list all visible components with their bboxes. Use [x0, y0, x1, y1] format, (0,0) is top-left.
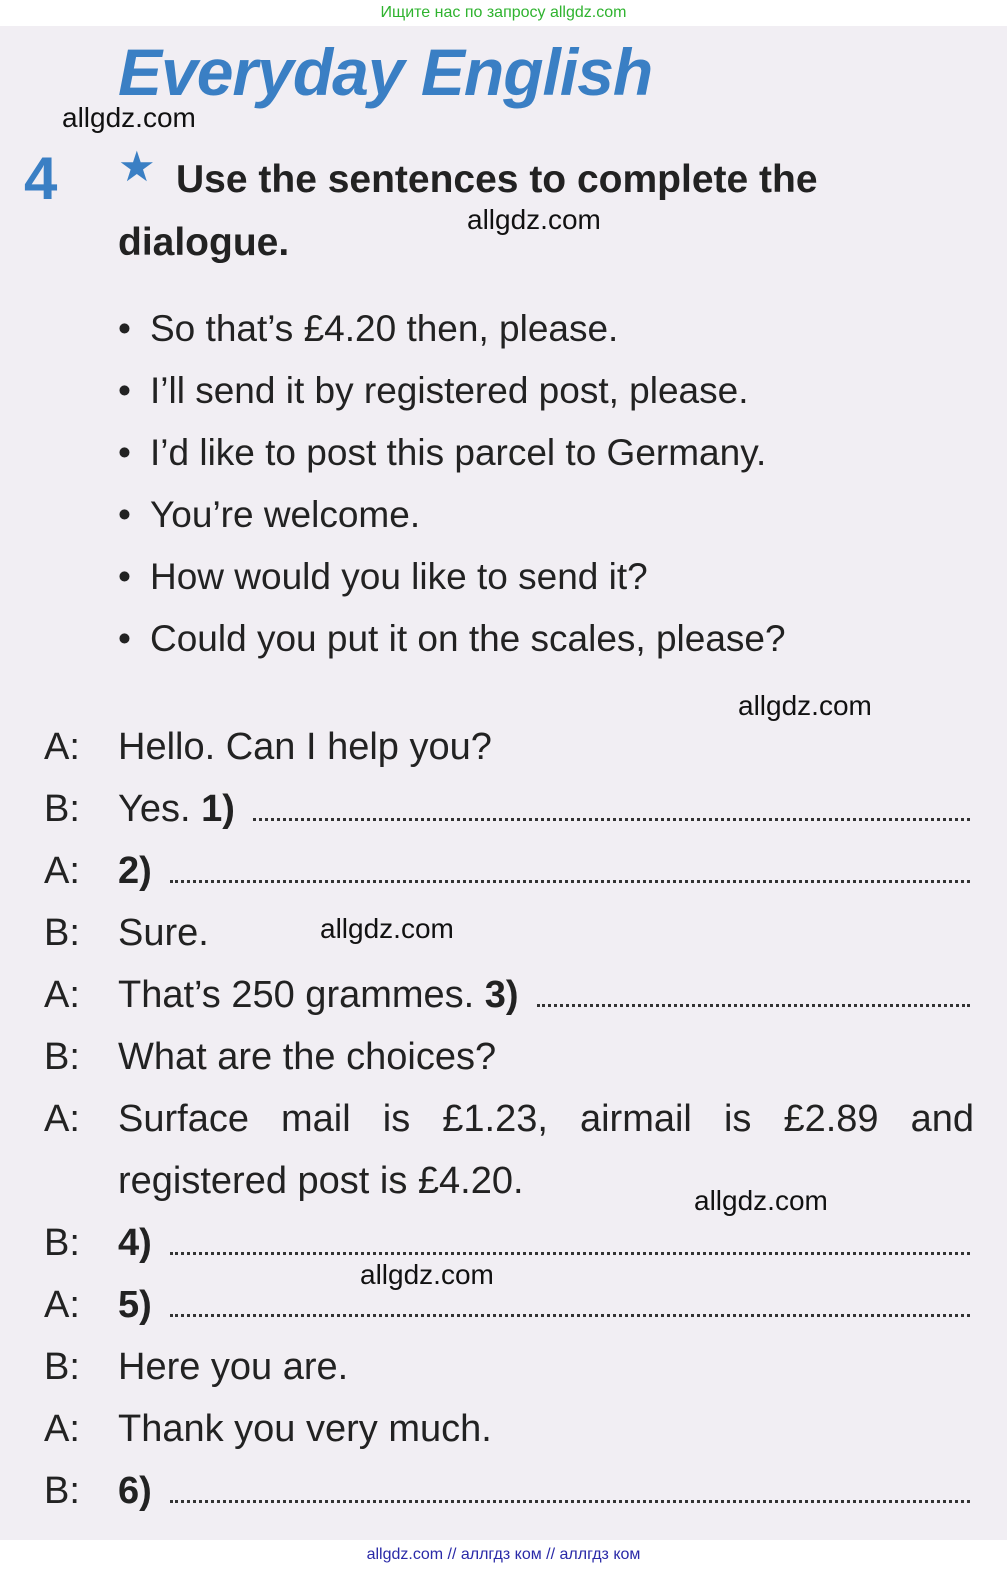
gap-number: 5)	[118, 1284, 152, 1326]
sentence-options	[118, 298, 786, 670]
textbook-page	[0, 26, 1007, 1540]
exercise-instruction: Use the sentences to complete the dialogue.	[118, 158, 818, 264]
dialogue-line	[44, 1398, 974, 1460]
section-heading: Everyday English	[118, 35, 653, 109]
bullet-icon: •	[118, 432, 131, 473]
dialogue-line	[44, 840, 974, 902]
dialogue-line	[44, 964, 974, 1026]
option-item	[118, 422, 786, 484]
speaker-label: B:	[44, 1222, 80, 1264]
dialogue	[44, 716, 974, 1522]
option-text: I’ll send it by registered post, please.	[150, 370, 749, 411]
gap-number: 4)	[118, 1222, 152, 1264]
speaker-label: A:	[44, 850, 80, 892]
bullet-icon: •	[118, 494, 131, 535]
line-text: Here you are.	[118, 1346, 349, 1388]
speaker-label: A:	[44, 974, 80, 1016]
answer-blank[interactable]	[170, 1460, 970, 1503]
speaker-label: B:	[44, 912, 80, 954]
gap-number: 2)	[118, 850, 152, 892]
option-item	[118, 484, 786, 546]
line-text: Hello. Can I help you?	[118, 726, 492, 768]
speaker-label: A:	[44, 1284, 80, 1326]
dialogue-line	[44, 1259, 974, 1336]
star-icon: ★	[118, 143, 156, 190]
speaker-label: B:	[44, 1036, 80, 1078]
option-text: How would you like to send it?	[150, 556, 648, 597]
watermark: allgdz.com	[360, 1259, 494, 1290]
dialogue-line	[44, 716, 974, 778]
option-item	[118, 298, 786, 360]
option-text: Could you put it on the scales, please?	[150, 618, 786, 659]
dialogue-line	[44, 1026, 974, 1088]
watermark: allgdz.com	[467, 204, 601, 235]
option-item	[118, 608, 786, 670]
dialogue-line	[44, 1336, 974, 1398]
line-text: Thank you very much.	[118, 1408, 492, 1450]
line-text: What are the choices?	[118, 1036, 497, 1078]
bullet-icon: •	[118, 556, 131, 597]
option-text: So that’s £4.20 then, please.	[150, 308, 619, 349]
watermark: allgdz.com	[320, 913, 454, 944]
line-text: Yes.	[118, 788, 191, 830]
option-item	[118, 546, 786, 608]
watermark: allgdz.com	[694, 1185, 828, 1216]
bullet-icon: •	[118, 618, 131, 659]
line-text: Surface mail is £1.23, airmail is £2.89 and registered post is £4.20.	[118, 1098, 974, 1202]
bullet-icon: •	[118, 308, 131, 349]
speaker-label: A:	[44, 1408, 80, 1450]
dialogue-line	[44, 778, 974, 840]
bottom-bar[interactable]: allgdz.com // аллгдз ком // аллгдз ком	[0, 1540, 1007, 1576]
dialogue-line	[44, 1185, 974, 1274]
dialogue-line	[44, 902, 974, 964]
answer-blank[interactable]	[170, 840, 970, 883]
gap-number: 3)	[484, 974, 519, 1016]
dialogue-line	[44, 1088, 974, 1212]
line-text: That’s 250 grammes.	[118, 974, 475, 1016]
gap-number: 6)	[118, 1470, 152, 1512]
watermark: allgdz.com	[62, 102, 196, 133]
option-item	[118, 360, 786, 422]
option-text: I’d like to post this parcel to Germany.	[150, 432, 767, 473]
gap-number: 1)	[201, 788, 235, 830]
dialogue-line	[44, 1460, 974, 1522]
answer-blank[interactable]	[170, 1212, 970, 1255]
answer-blank[interactable]	[537, 964, 970, 1007]
speaker-label: B:	[44, 1346, 80, 1388]
answer-blank[interactable]	[253, 778, 970, 821]
exercise-number: 4	[24, 145, 58, 212]
option-text: You’re welcome.	[150, 494, 421, 535]
speaker-label: A:	[44, 1098, 80, 1140]
line-text: Sure.	[118, 912, 209, 954]
watermark: allgdz.com	[738, 690, 872, 721]
bullet-icon: •	[118, 370, 131, 411]
speaker-label: B:	[44, 788, 80, 830]
speaker-label: B:	[44, 1470, 80, 1512]
top-banner[interactable]: Ищите нас по запросу allgdz.com	[0, 0, 1007, 26]
answer-blank[interactable]	[170, 1274, 970, 1317]
speaker-label: A:	[44, 726, 80, 768]
